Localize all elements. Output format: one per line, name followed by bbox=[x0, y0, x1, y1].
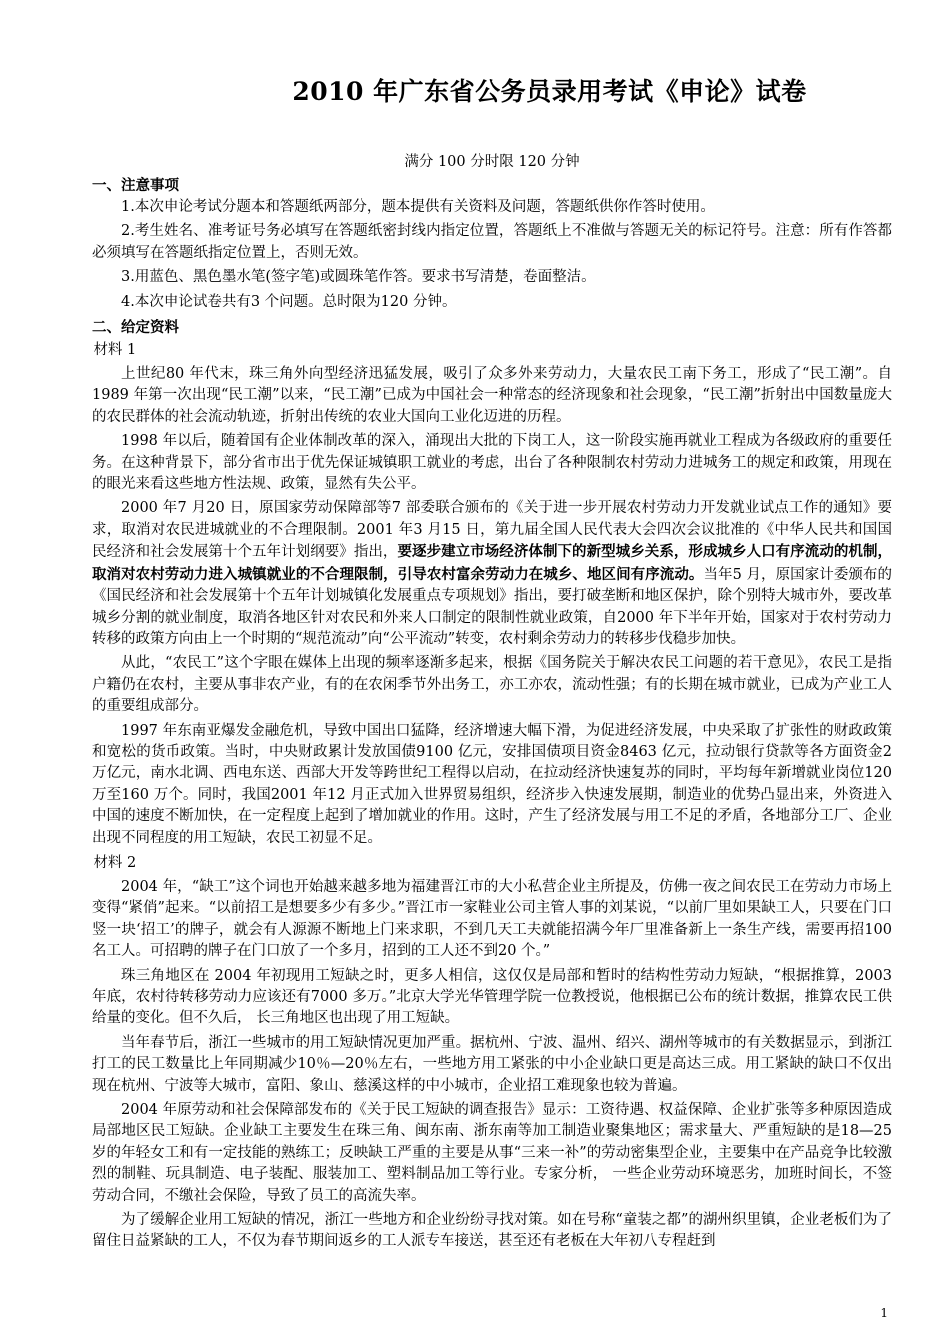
material-2-label: 材料 2 bbox=[93, 854, 137, 871]
section-heading-notice: 一、注意事项 bbox=[92, 177, 179, 194]
notice-item-1: 1.本次申论考试分题本和答题纸两部分，题本提供有关资料及问题，答题纸供你作答时使用。 bbox=[121, 199, 715, 215]
material-2-paragraph-1: 2004 年，“缺工”这个词也开始越来越多地为福建晋江市的大小私营企业主所提及，仿佛一夜之间农民工在劳动力市场上变得“紧俏”起来。“以前招工是想要多少有多少。”晋江市一家鞋业公司主管人事的刘某说，“以前厂里如果缺工人，只要在门口竖一块‘招工’的牌子，就会有人源源不断地上门来求职，不到几天工夫就能招满今年厂里准备新上一条生产线，需要再招100 名工人。可招聘的牌子在门口放了一个多月，招到的工人还不到20 个。” bbox=[92, 878, 892, 960]
document-page bbox=[92, 72, 892, 1256]
material-2-paragraph-2: 珠三角地区在 2004 年初现用工短缺之时，更多人相信，这仅仅是局部和暂时的结构性劳动力短缺，“根据推算，2003 年底，农村待转移劳动力应该还有7000 多万。”北京大学光华管理学院一位教授说，他根据已公布的统计数据，推算农民工供给量的变化。但不久后， 长三角地区也出现了用工短缺。 bbox=[92, 967, 892, 1027]
material-2-paragraph-3: 当年春节后，浙江一些城市的用工短缺情况更加严重。据杭州、宁波、温州、绍兴、湖州等城市的有关数据显示，到浙江打工的民工数量比上年同期减少10％—20％左右，一些地方用工紧张的中小企业缺口更是高达三成。用工紧缺的缺口不仅出现在杭州、宁波等大城市，富阳、象山、慈溪这样的中小城市，企业招工难现象也较为普遍。 bbox=[92, 1034, 892, 1094]
material-1-paragraph-2: 1998 年以后，随着国有企业体制改革的深入，涌现出大批的下岗工人，这一阶段实施再就业工程成为各级政府的重要任务。在这种背景下，部分省市出于优先保证城镇职工就业的考虑，出台了各种限制农村劳动力进城务工的规定和政策，用现在的眼光来看这些地方性法规、政策，显然有失公平。 bbox=[92, 433, 892, 493]
notice-item-4: 4.本次申论试卷共有3 个问题。总时限为120 分钟。 bbox=[121, 293, 457, 310]
notice-item-3: 3.用蓝色、黑色墨水笔(签字笔)或圆珠笔作答。要求书写清楚，卷面整洁。 bbox=[121, 269, 596, 286]
page-number: 1 bbox=[880, 1306, 888, 1320]
material-1-label: 材料 1 bbox=[93, 342, 137, 359]
paragraph-text: 2000 年7 月20 日，原国家劳动保障部等7 部委联合颁布的《关于进一步开展农村劳动力开发就业试点工作的通知》要求，取消对农民进城就业的不合理限制。2001 年3 月15 日，第九届全国人民代表大会四次会议批准的《中华人民共和国国民经济和社会发展第十个五年计划纲要》指出， bbox=[92, 500, 892, 561]
exam-info: 满分 100 分时限 120 分钟 bbox=[404, 154, 580, 170]
page-title: 2010 年广东省公务员录用考试《申论》试卷 bbox=[292, 77, 807, 106]
material-1-paragraph-4: 从此，“农民工”这个字眼在媒体上出现的频率逐渐多起来，根据《国务院关于解决农民工问题的若干意见》，农民工是指户籍仍在农村，主要从事非农产业，有的在农闲季节外出务工，亦工亦农，流动性强；有的长期在城市就业，已成为产业工人的重要组成部分。 bbox=[92, 655, 892, 715]
material-2-paragraph-5: 为了缓解企业用工短缺的情况，浙江一些地方和企业纷纷寻找对策。如在号称“童装之都”的湖州织里镇，企业老板们为了留住日益紧缺的工人，不仅为春节期间返乡的工人派专车接送，甚至还有老板在大年初八专程赶到 bbox=[92, 1212, 892, 1250]
material-1-paragraph-3 bbox=[92, 498, 892, 650]
material-2-paragraph-4: 2004 年原劳动和社会保障部发布的《关于民工短缺的调查报告》显示：工资待遇、权益保障、企业扩张等多种原因造成局部地区民工短缺。企业缺工主要发生在珠三角、闽东南、浙东南等加工制造业聚集地区；需求量大、严重短缺的是18—25 岁的年轻女工和有一定技能的熟练工；反映缺工严重的主要是从事“三来一补”的劳动密集型企业，主要集中在产品竞争比较激烈的制鞋、玩具制造、电子装配、服装加工、塑料制品加工等行业。专家分析， 一些企业劳动环境恶劣，加班时间长，不签劳动合同，不缴社会保险，导致了员工的高流失率。 bbox=[92, 1102, 892, 1204]
paragraph-text: 当年5 月，原国家计委颁布的《国民经济和社会发展第十个五年计划城镇化发展重点专项规划》指出，要打破垄断和地区保护，除个别特大城市外，要改革城乡分割的就业制度，取消各地区针对农民和外来人口制定的限制性就业政策，自2000 年下半年开始，国家对于农村劳动力转移的政策方向由上一个时期的“规范流动”向“公平流动”转变，农村剩余劳动力的转移步伐稳步加快。 bbox=[92, 566, 892, 647]
material-1-paragraph-5: 1997 年东南亚爆发金融危机，导致中国出口猛降，经济增速大幅下滑，为促进经济发展，中央采取了扩张性的财政政策和宽松的货币政策。当时，中央财政累计发放国债9100 亿元，安排国债项目资金8463 亿元，拉动银行贷款等各方面资金2 万亿元，南水北调、西电东送、西部大开发等跨世纪工程得以启动，在拉动经济快速复苏的同时，平均每年新增就业岗位120 万至160 万个。同时，我国2001 年12 月正式加入世界贸易组织，经济步入快速发展期，制造业的优势凸显出来，外资进入中国的速度不断加快，在一定程度上起到了增加就业的作用。这时，产生了经济发展与用工不足的矛盾，各地部分工厂、企业出现不同程度的用工短缺，农民工初显不足。 bbox=[92, 722, 892, 846]
section-heading-materials: 二、给定资料 bbox=[92, 319, 179, 337]
material-1-paragraph-1: 上世纪80 年代末，珠三角外向型经济迅猛发展，吸引了众多外来劳动力，大量农民工南下务工，形成了“民工潮”。自1989 年第一次出现“民工潮”以来，“民工潮”已成为中国社会一种常态的经济现象和社会现象，“民工潮”折射出中国数量庞大的农民群体的社会流动轨迹，折射出传统的农业大国向工业化迈进的历程。 bbox=[92, 366, 892, 425]
emphasized-text: 要逐步建立市场经济体制下的新型城乡关系，形成城乡人口有序流动的机制，取消对农村劳动力进入城镇就业的不合理限制，引导农村富余劳动力在城乡、地区间有序流动。 bbox=[92, 543, 893, 583]
notice-item-2: 2.考生姓名、准考证号务必填写在答题纸密封线内指定位置，答题纸上不准做与答题无关的标记符号。注意：所有作答都必须填写在答题纸指定位置上，否则无效。 bbox=[92, 223, 892, 261]
